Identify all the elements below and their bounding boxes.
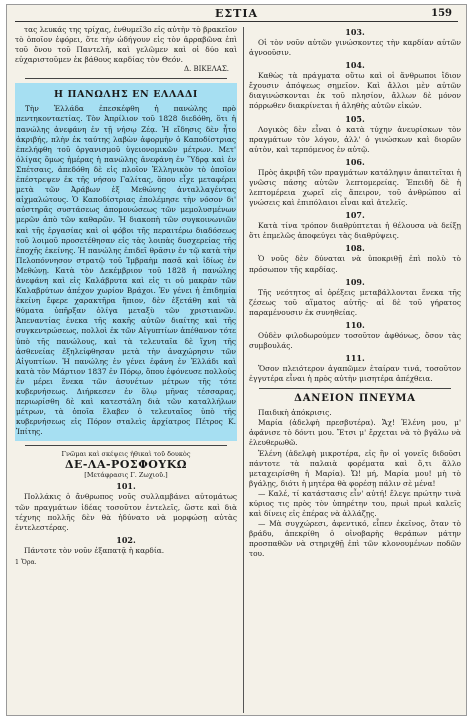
series-title: ΔΕ-ΛΑ-ΡΟΣΦΟΥΚΩ — [64, 458, 188, 472]
dialog-paragraph: Ἑλένη (ἀδελφὴ μικροτέρα, εἰς ἣν οἱ γονεῖς διδοῦσι πάντοτε τὰ παλαιὰ φορέματα καὶ ὅ,τι ἄλλο μεταχειρίσθη ἡ Μαρία). Ὤ! μή, Μαρία μου! μὴ τὸ βγάλῃς, διότι ἡ μητέρα θὰ φορέσῃ πάλιν σὲ μένα! — [249, 448, 461, 488]
newspaper-page — [6, 4, 467, 716]
maxim-text: Κατὰ τίνα τρόπον διαθρύπτεται ἡ θέλουσα νὰ δείξῃ ὅτι ἐπμελῶς ἀποφεύγει τὰς διαθρύψεις. — [249, 221, 461, 241]
right-column — [249, 25, 461, 713]
maxim-text: Λογικὸς δὲν εἶναι ὁ κατὰ τύχην ἀνευρίσκων τὸν πραγμάτων τὸν λόγον, ἀλλ' ὁ γινώσκων καὶ διορῶν αὐτὸν, καὶ τερπόμενος ἐν αὐτῷ. — [249, 124, 461, 154]
page-number: 159 — [431, 8, 452, 19]
maxim-text: Ὁ νοῦς δὲν δύναται νὰ ὑποκριθῇ ἐπὶ πολὺ τὸ πρόσωπον τῆς καρδίας. — [249, 254, 461, 274]
maxim-text: Πολλάκις ὁ ἄνθρωπος νοῦς συλλαμβάνει αὐτομάτως τῶν πραγμάτων ἰδέας τοσοῦτον ἐντελεῖς, ὥστε καὶ διὰ τέχνης πολλῆς δὲν θὰ ἠδύνατο νὰ μορφώσῃ αὐτὰς ἐντελεστέρας. — [15, 492, 237, 532]
maxim-text: Οἱ τὸν νοῦν αὐτῶν γινώσκοντες τὴν καρδίαν αὐτῶν ἀγνοοῦσιν. — [249, 38, 461, 58]
journal-title: ΕΣΤΙΑ — [214, 7, 259, 20]
series-subtitle: Γνῶμαι καὶ σκέψεις ἠθικαὶ τοῦ δουκὸς — [61, 450, 191, 459]
article-title: Η ΠΑΝΩΛΗΣ ΕΝ ΕΛΛΑΔΙ — [54, 89, 198, 101]
maxim-text: Ὅσον πλειότερον ἀγαπῶμεν ἑταίραν τινά, τοσοῦτον ἐγγυτέρα εἶναι ἡ πρὸς αὐτὴν μισητέρα ἀπέχθεια. — [249, 364, 461, 384]
separator-rule — [25, 78, 227, 79]
dialog-paragraph: — Μὰ συγχώρεσι, ἀφεντικό, εἶπεν ἐκεῖνος, ὅταν τὸ βράδυ, ἀπεκρίθη ὁ οἰνοβαρὴς θεράπων μάτην προσπαθῶν νὰ στηριχθῇ ἐπὶ τῶν κλονουμένων ποδῶν του. — [249, 519, 461, 559]
maxim-number: 103. — [345, 27, 365, 37]
series-translator: [Μετάφρασις Γ. Ζωχιοῦ.] — [84, 471, 168, 480]
maxim-number: 106. — [345, 156, 365, 167]
maxim-text: Οὐδὲν φιλοδωρούμεν τοσοῦτον ἀφθόνως, ὅσον τὰς συμβουλάς. — [249, 330, 461, 350]
header-rule — [15, 21, 458, 22]
maxim-text: Καθὼς τὰ πράγματα οὕτω καὶ οἱ ἄνθρωποι ἴδιον ἔχουσιν ἀπόψεως σημεῖον. Καὶ ἄλλοι μὲν αὐτῶν διαγινώσκονται ἐκ τοῦ πλησίον, ἄλλων δὲ μόνον πόρρωθεν διακρίνεται ἡ ἀληθὴς αὐτῶν εἰκών. — [249, 71, 461, 111]
maxim-number: 108. — [345, 243, 365, 254]
page-header — [7, 5, 466, 23]
maxim-number: 107. — [345, 210, 365, 221]
maxim-number: 102. — [116, 534, 136, 545]
maxim-number: 105. — [345, 113, 365, 124]
maxim-text: Τῆς νεότητος αἱ ὀρέξεις μεταβάλλονται ἕνεκα τῆς ζέσεως τοῦ αἵματος αὐτῆς· αἱ δὲ τοῦ γήρατος παραμένουσιν ἐκ συνηθείας. — [249, 287, 461, 317]
maxim-number: 104. — [345, 60, 365, 71]
left-column — [15, 25, 237, 713]
column-divider — [243, 27, 244, 713]
section-title: ΔΑΝΕΙΟΝ ΠΝΕΥΜΑ — [294, 393, 416, 405]
separator-rule — [259, 388, 451, 389]
maxim-number: 101. — [116, 481, 136, 492]
story-ending: τας λευκάς της τρίχας, ἐνθυμεῖ3ο εἰς αὐτὴν τὸ βρακεῖον τὸ ὁποῖον ἐφόρει, ὅτε τὴν ὡδήγουν εἰς τὸν ἀρραβῶνα ἐπὶ τοῦ ὄνου τοῦ Παντελῆ, καὶ γελῶμεν καὶ οἱ δύο καὶ εὐχαριστοῦμεν ἐκ βάθους καρδίας τὸν Θεόν. — [15, 25, 237, 65]
maxim-number: 110. — [345, 319, 365, 330]
dialog-paragraph: — Καλέ, τί κατάστασις εἶν' αὐτή! ἔλεγε πρώτην τινὰ κύριος τις πρὸς τὸν ὑπηρέτην του, πρωὶ πρωὶ καλεῖς καὶ δίνεις εἰς ἐπέρας νὰ ἀλλάζῃς. — [249, 488, 461, 519]
maxim-number: 111. — [345, 353, 365, 364]
article-paragraph: Τὴν Ἑλλάδα ἐπεσκέφθη ἡ πανώλης πρὸ πεντηκονταετίας. Τὸν Ἀπρίλιον τοῦ 1828 διεδόθη, ὅτι ἡ πανώλης ἀνεφάνη ἐν τῇ νήσῳ Ζέᾳ. Ἡ εἴδησις δὲν ἦτο ἀκριβής, πλὴν ἐκ ταύτης λαβὼν ἀφορμὴν ὁ Καποδίστριας ἐπελήφθη τοῦ ὀργανισμοῦ ὑγειονομικῶν μέτρων. Μετ' ὀλίγας ὅμως ἡμέρας ἡ πανώλης ἀνεφάνη ἐν Ὕδρᾳ καὶ ἐν Σπέτσαις, ἀπεδόθη δὲ εἰς πλοῖον Ἑλληνικὸν τὸ ὁποῖον ἐπέστρεψεν ἐκ τῆς νήσου Γαλίτας, ὅπου εἶχε μεταφέρει μετὰ τῶν Ἀράβων ἐξ Μεθώνης ἀνταλλαγέντας αἰχμαλώτους. Ὁ Καποδίστριας ἐπολέμησε τὴν νόσον δι' αὐστηρᾶς συστάσεως ἀπομονώσεως τῶν μεμολυσμένων μερῶν ἀπὸ τῶν καθαρῶν. Ἡ διακοπὴ τῶν συγκοινωνιῶν καὶ τῆς ἐργασίας καὶ οἱ φόβοι τῆς περαιτέρω διαδόσεως τοῦ λοιμοῦ προσετέθησαν εἰς τὰς λοιπὰς δυσχερείας τῆς ἐποχῆς ἐκείνης. Ἡ πανώλης ἐπιδεῖ θρᾶσιν ἐν τῷ κατὰ τὴν Πελοπόννησον στρατῷ τοῦ Ἰμβραὴμ πασᾶ καὶ ἰδίως ἐν Μεθώνῃ. Κατὰ τὸν Δεκέμβριον τοῦ 1828 ἡ πανώλης ἀνεφάνη καὶ εἰς Καλάβρυτα καὶ εἰς τι οὐ μακρὰν τῶν Καλαβρύτων ἀπέχον χωρίον Βράχοι. Ἐν γένει ἡ ἐπιδημία ἐκείνη ἔφερε χαρακτῆρα ἤπιον, δὲν ἐξετάθη καὶ τὰ θύματα ὑπῆρξαν ὀλίγα μεταξὺ τῶν χριστιανῶν. Ἀπεναντίας ἐνεκα τῆς κακῆς αὐτῶν διαίτης καὶ τῆς συγκεντρώσεως, πολλοὶ ἐκ τῶν Αἰγυπτίων ἀπέθανον τότε ὑπὸ τῆς πανώλους, καὶ τὰ τελευταῖα δὲ ἴχνη τῆς ἀσθενείας ἐξηλείφθησαν μετὰ τὴν ἀναχώρησιν τῶν Αἰγυπτίων. Ἡ πανώλης ἐν γένει ἐφάνη ἐν Ἑλλάδι καὶ κατὰ τὸν Μάρτιον 1837 ἐν Πόρῳ, ὅπου ἐφόνευσε πολλοὺς ἐν μέρει ἕνεκα τῶν ἀσυνέτων μέτρων τῆς τότε κυβερνήσεως. Διήρκεσεν ἐν ὅλῳ μῆνας τέσσαρας, περιωρίσθη δὲ καὶ κατεστάλη διὰ τῶν καταλλήλων μέτρων, τὰ ὁποῖα ἔλαβεν ὁ τελευταῖος ὑπὸ τῆς κυβερνήσεως εἰς Πόρον σταλεὶς ἀρχίατρος Πέτρος Κ. Ἰπίτης. — [16, 104, 236, 437]
highlighted-article — [15, 83, 237, 441]
section-subtitle: Παιδικὴ ἀπόκρισις. — [258, 408, 332, 418]
maxim-text: Πάντοτε τὸν νοῦν ἐξαπατᾷ ἡ καρδία. — [24, 545, 165, 555]
footnote: 1 Ὅρα. — [15, 558, 37, 566]
maxim-text: Πρὸς ἀκριβῆ τῶν πραγμάτων κατάληψιν ἀπαιτεῖται ἡ γνῶσις πάσης αὐτῶν λεπτομερείας. Ἐπειδὴ δὲ ἡ λεπτομέρεια χωρεῖ εἰς ἄπειρον, τοῦ ἀνθρώπου αἱ γνώσεις καὶ ἐπιπόλαιοι εἶναι καὶ ἀτελεῖς. — [249, 167, 461, 208]
separator-rule — [25, 445, 227, 446]
story-signature: Δ. ΒΙΚΕΛΑΣ. — [183, 65, 229, 74]
maxim-number: 109. — [345, 276, 365, 287]
dialog-paragraph: Μαρία (ἀδελφὴ πρεσβυτέρα). Ἄχ! Ἑλένη μου, μ' ἀφάνισε τὸ δόντι μου. Ἔτσι μ' ἔρχεται νὰ τὸ βγάλω νὰ ἐλευθερωθῶ. — [249, 418, 461, 448]
